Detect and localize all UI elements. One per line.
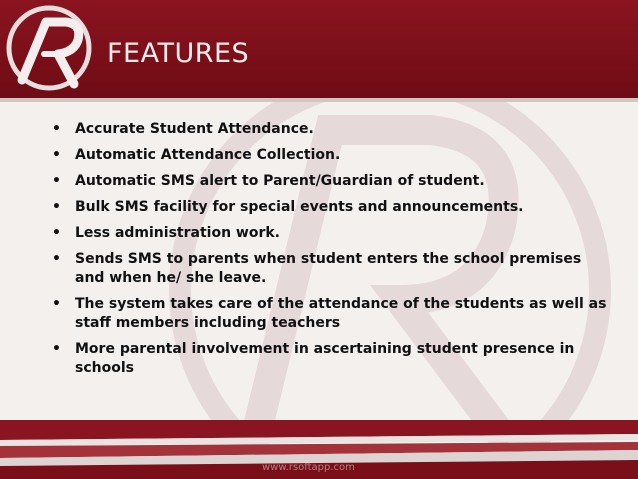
list-item (52, 120, 612, 139)
bullet-icon: • (52, 199, 61, 215)
r-logo-icon (0, 0, 98, 98)
feature-text: Sends SMS to parents when student enters the school premises and when he/ she leave. (75, 251, 582, 286)
feature-text: Automatic Attendance Collection. (75, 147, 341, 163)
footer-url[interactable]: www.rsoftapp.com (262, 462, 355, 473)
list-item (52, 224, 612, 243)
feature-text: Less administration work. (75, 225, 280, 241)
bullet-icon: • (52, 147, 61, 163)
bullet-icon: • (52, 225, 61, 241)
feature-text: Accurate Student Attendance. (75, 121, 314, 137)
list-item (52, 146, 612, 165)
features-list (52, 120, 612, 385)
bullet-icon: • (52, 251, 61, 267)
header-divider (0, 98, 638, 102)
bullet-icon: • (52, 121, 61, 137)
slide-title: FEATURES (107, 38, 250, 69)
feature-text: Automatic SMS alert to Parent/Guardian of student. (75, 173, 485, 189)
bullet-icon: • (52, 173, 61, 189)
feature-text: More parental involvement in ascertaining student presence in schools (75, 341, 575, 376)
bullet-icon: • (52, 296, 61, 312)
list-item (52, 340, 612, 378)
list-item (52, 250, 612, 288)
list-item (52, 198, 612, 217)
feature-text: The system takes care of the attendance of the students as well as staff members including teachers (75, 296, 607, 331)
list-item (52, 172, 612, 191)
feature-text: Bulk SMS facility for special events and announcements. (75, 199, 524, 215)
list-item (52, 295, 612, 333)
bullet-icon: • (52, 341, 61, 357)
